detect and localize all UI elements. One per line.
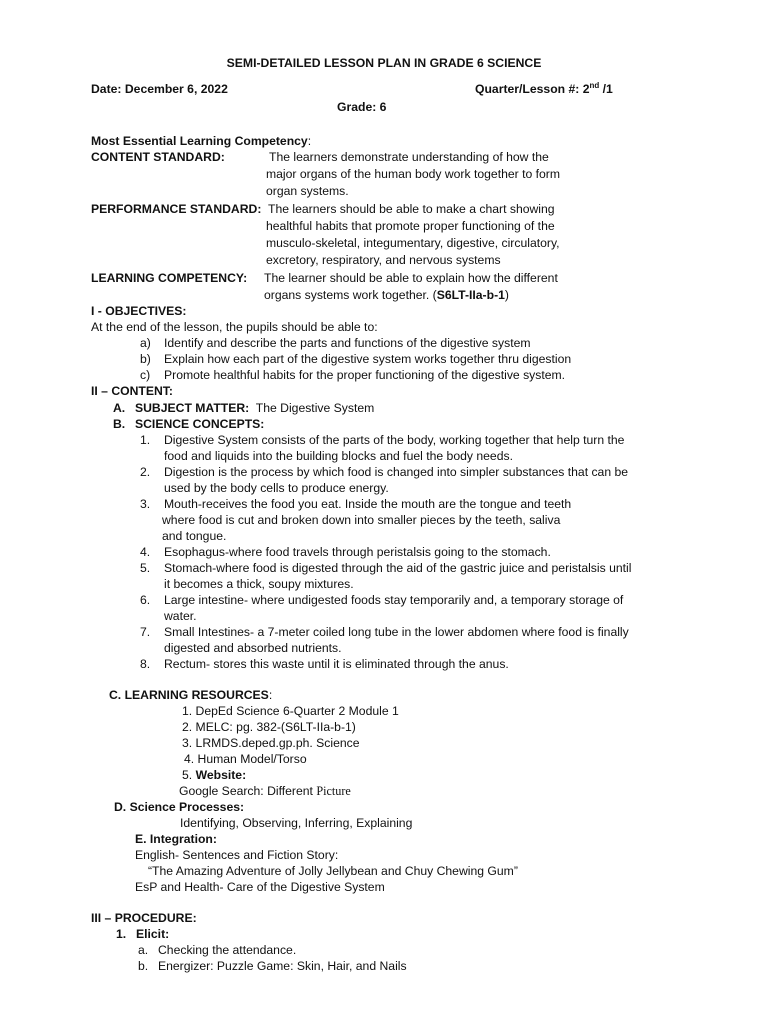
- google-search-line: Google Search: Different Picture: [179, 784, 351, 798]
- concept-text: Small Intestines- a 7-meter coiled long tube in the lower abdomen where food is finally: [164, 625, 629, 639]
- concept-text: Esophagus-where food travels through peristalsis going to the stomach.: [164, 545, 551, 559]
- performance-standard-text: The learners should be able to make a chart showing: [268, 202, 555, 216]
- document-title: SEMI-DETAILED LESSON PLAN IN GRADE 6 SCIENCE: [226, 56, 542, 70]
- concept-text: Large intestine- where undigested foods stay temporarily and, a temporary storage of: [164, 593, 624, 607]
- concept-text: where food is cut and broken down into smaller pieces by the teeth, saliva: [162, 513, 561, 527]
- performance-standard-text: healthful habits that promote proper functioning of the: [266, 219, 555, 233]
- resource-item: 3. LRMDS.deped.gp.ph. Science: [182, 736, 360, 750]
- concept-text: Mouth-receives the food you eat. Inside the mouth are the tongue and teeth: [164, 497, 572, 511]
- resource-item: 4. Human Model/Torso: [184, 752, 307, 766]
- grade-line: Grade: 6: [337, 100, 387, 114]
- subject-marker: A.: [113, 401, 126, 415]
- procedure-step-label: Elicit:: [136, 927, 170, 941]
- list-item: Energizer: Puzzle Game: Skin, Hair, and Nails: [158, 959, 407, 973]
- concept-number: 7.: [140, 625, 151, 639]
- content-standard-text: The learners demonstrate understanding of how the: [269, 150, 549, 164]
- concept-number: 2.: [140, 465, 151, 479]
- list-item: Promote healthful habits for the proper functioning of the digestive system.: [164, 368, 566, 382]
- content-standard-text: organ systems.: [266, 184, 349, 198]
- resource-item: 2. MELC: pg. 382-(S6LT-IIa-b-1): [182, 720, 356, 734]
- concept-text: it becomes a thick, soupy mixtures.: [164, 577, 354, 591]
- list-item: Identify and describe the parts and functions of the digestive system: [164, 336, 531, 350]
- integration-english: English- Sentences and Fiction Story:: [135, 848, 339, 862]
- objectives-heading: I - OBJECTIVES:: [91, 304, 187, 318]
- concept-text: Stomach-where food is digested through the aid of the gastric juice and peristalsis until: [164, 561, 632, 575]
- learning-competency-text: The learner should be able to explain how the different: [264, 271, 558, 285]
- content-standard-label: CONTENT STANDARD:: [91, 150, 225, 164]
- melc-heading: Most Essential Learning Competency:: [91, 134, 312, 148]
- list-item: c): [140, 368, 151, 382]
- science-concepts-heading: SCIENCE CONCEPTS:: [135, 417, 265, 431]
- science-processes-text: Identifying, Observing, Inferring, Explaining: [180, 816, 413, 830]
- concept-text: food and liquids into the building blocks and fuel the body needs.: [164, 449, 513, 463]
- concept-text: digested and absorbed nutrients.: [164, 641, 342, 655]
- learning-competency-text: organs systems work together. (S6LT-IIa-b-1): [264, 288, 509, 302]
- list-item: a.: [138, 943, 149, 957]
- quarter-lesson: Quarter/Lesson #: 2nd /1: [475, 80, 613, 96]
- content-standard-text: major organs of the human body work together to form: [266, 167, 561, 181]
- list-item: Checking the attendance.: [158, 943, 297, 957]
- list-item: b): [140, 352, 151, 366]
- concepts-marker: B.: [113, 417, 126, 431]
- list-item: a): [140, 336, 151, 350]
- subject-matter: SUBJECT MATTER: The Digestive System: [135, 401, 375, 415]
- learning-competency-label: LEARNING COMPETENCY:: [91, 271, 248, 285]
- concept-text: water.: [164, 609, 197, 623]
- performance-standard-label: PERFORMANCE STANDARD:: [91, 202, 262, 216]
- concept-text: Rectum- stores this waste until it is eliminated through the anus.: [164, 657, 509, 671]
- procedure-step-number: 1.: [116, 927, 127, 941]
- resource-item: 5. Website:: [182, 768, 247, 782]
- performance-standard-text: musculo-skeletal, integumentary, digestive, circulatory,: [266, 236, 560, 250]
- concept-number: 6.: [140, 593, 151, 607]
- procedure-heading: III – PROCEDURE:: [91, 911, 197, 925]
- concept-text: and tongue.: [162, 529, 227, 543]
- concept-number: 1.: [140, 433, 151, 447]
- concept-text: used by the body cells to produce energy.: [164, 481, 389, 495]
- date-line: Date: December 6, 2022: [91, 82, 228, 96]
- performance-standard-text: excretory, respiratory, and nervous systems: [266, 253, 501, 267]
- objectives-intro: At the end of the lesson, the pupils should be able to:: [91, 320, 378, 334]
- concept-number: 3.: [140, 497, 151, 511]
- list-item: b.: [138, 959, 149, 973]
- integration-heading: E. Integration:: [135, 832, 217, 846]
- science-processes-heading: D. Science Processes:: [114, 800, 245, 814]
- competency-code: S6LT-IIa-b-1: [436, 288, 505, 302]
- concept-number: 8.: [140, 657, 151, 671]
- integration-story: “The Amazing Adventure of Jolly Jellybean and Chuy Chewing Gum”: [148, 864, 518, 878]
- concept-text: Digestive System consists of the parts of the body, working together that help turn the: [164, 433, 625, 447]
- learning-resources-heading: C. LEARNING RESOURCES:: [109, 688, 273, 702]
- concept-number: 4.: [140, 545, 151, 559]
- resource-item: 1. DepEd Science 6-Quarter 2 Module 1: [182, 704, 399, 718]
- list-item: Explain how each part of the digestive system works together thru digestion: [164, 352, 572, 366]
- concept-text: Digestion is the process by which food is changed into simpler substances that can be: [164, 465, 629, 479]
- concept-number: 5.: [140, 561, 151, 575]
- content-heading: II – CONTENT:: [91, 384, 173, 398]
- integration-esp: EsP and Health- Care of the Digestive System: [135, 880, 385, 894]
